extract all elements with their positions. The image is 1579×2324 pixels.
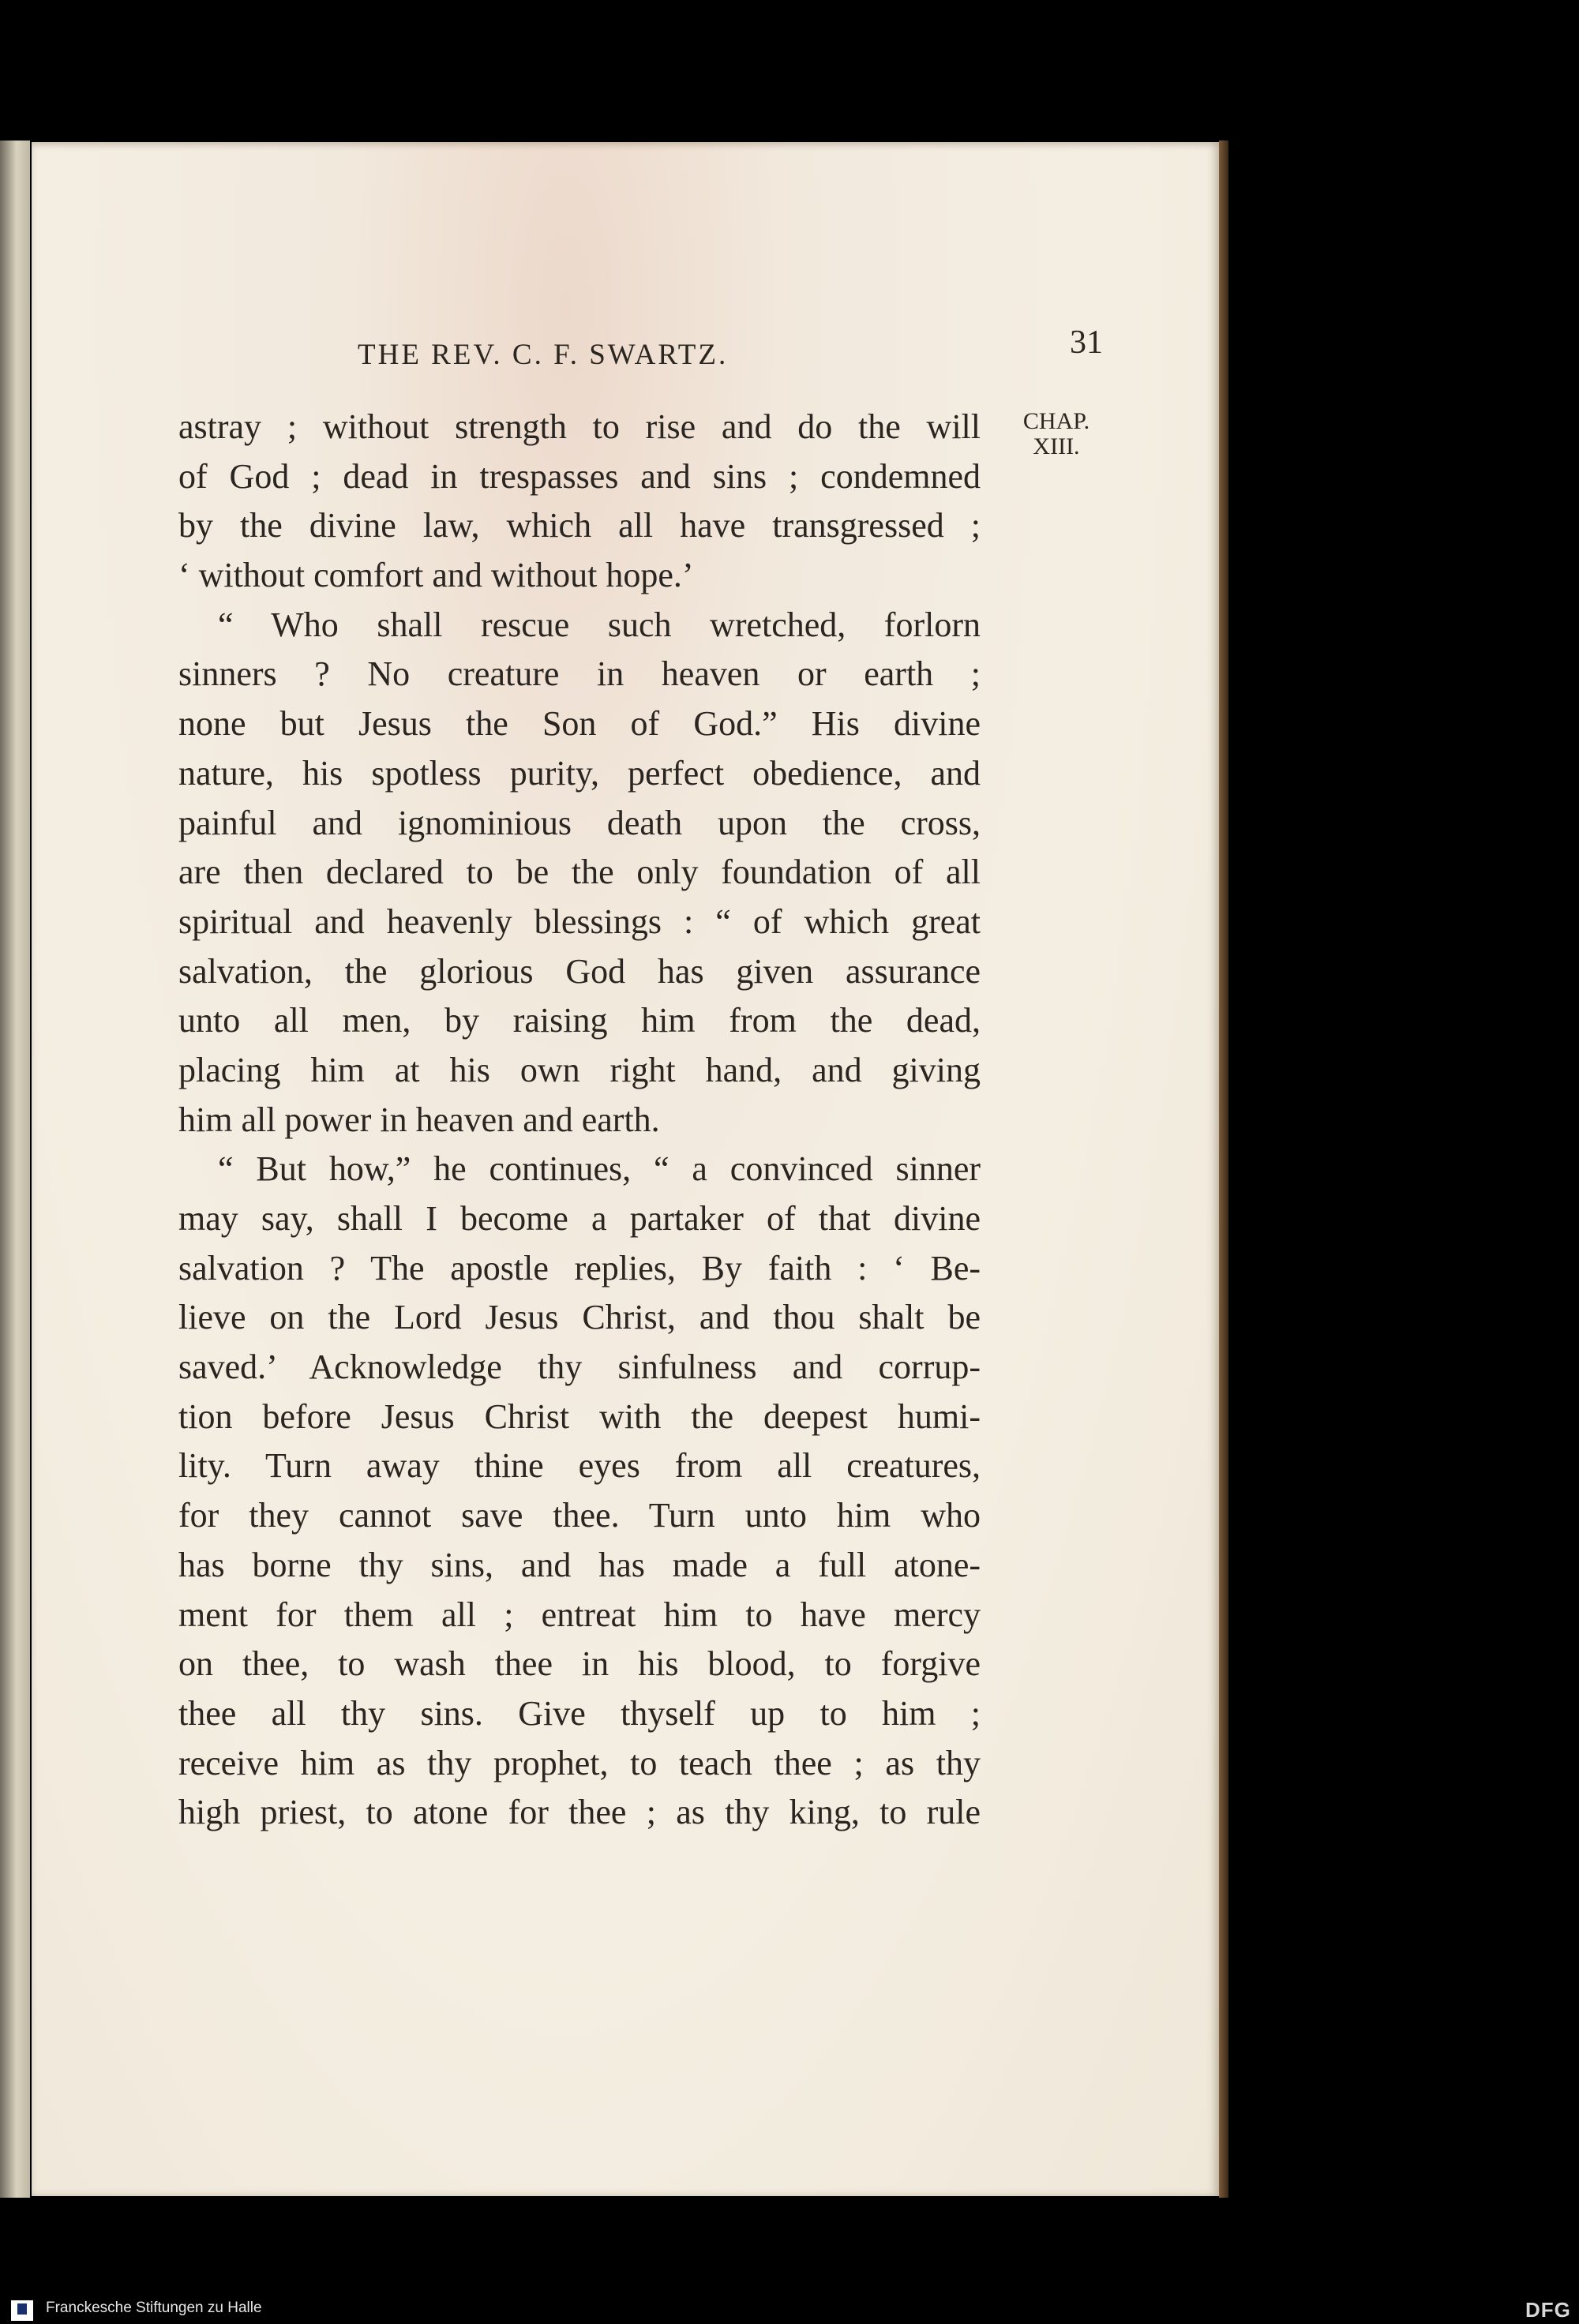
text-line: unto all men, by raising him from the dead, — [178, 1001, 981, 1040]
text-line: ment for them all ; entreat him to have mercy — [178, 1595, 981, 1634]
side-note-line: XIII. — [1033, 433, 1080, 459]
text-line: lity. Turn away thine eyes from all creatures, — [178, 1446, 981, 1486]
text-line: salvation ? The apostle replies, By faith : ‘ Be- — [178, 1248, 981, 1288]
text-line: receive him as thy prophet, to teach thee ; as thy — [178, 1743, 981, 1782]
text-line: spiritual and heavenly blessings : “ of which great — [178, 901, 981, 941]
text-line: lieve on the Lord Jesus Christ, and thou shalt be — [178, 1298, 981, 1337]
text-line: ‘ without comfort and without hope.’ — [178, 556, 694, 595]
dfg-logo: DFG — [1525, 2298, 1571, 2322]
running-head: THE REV. C. F. SWARTZ. — [358, 339, 729, 371]
previous-page-edge — [0, 141, 30, 2198]
institution-name: Franckesche Stiftungen zu Halle — [46, 2300, 262, 2316]
text-line: high priest, to atone for thee ; as thy king, to rule — [178, 1793, 981, 1832]
text-line: placing him at his own right hand, and giving — [178, 1050, 981, 1089]
text-line: him all power in heaven and earth. — [178, 1100, 660, 1139]
text-line: of God ; dead in trespasses and sins ; condemned — [178, 456, 981, 496]
body-text — [178, 403, 981, 1838]
text-line: may say, shall I become a partaker of that divine — [178, 1199, 981, 1238]
side-note-line: CHAP. — [1022, 408, 1090, 434]
page-number: 31 — [1070, 324, 1103, 361]
text-line: salvation, the glorious God has given assurance — [178, 951, 981, 991]
text-line: nature, his spotless purity, perfect obedience, and — [178, 753, 981, 793]
text-line: by the divine law, which all have transgressed ; — [178, 506, 981, 545]
text-line: saved.’ Acknowledge thy sinfulness and corrup- — [178, 1348, 981, 1387]
text-line: thee all thy sins. Give thyself up to him ; — [178, 1693, 981, 1733]
text-line: astray ; without strength to rise and do the will — [178, 407, 981, 446]
book-cover-edge — [1219, 141, 1228, 2198]
text-line: none but Jesus the Son of God.” His divine — [178, 704, 981, 744]
text-line: painful and ignominious death upon the cross, — [178, 803, 981, 842]
text-line: has borne thy sins, and has made a full atone- — [178, 1545, 981, 1584]
institution-logo-icon — [11, 2300, 33, 2321]
text-line: tion before Jesus Christ with the deepest humi- — [178, 1396, 981, 1436]
text-line: sinners ? No creature in heaven or earth ; — [178, 654, 981, 694]
text-line: “ Who shall rescue such wretched, forlorn — [218, 605, 981, 644]
text-line: “ But how,” he continues, “ a convinced sinner — [218, 1149, 981, 1189]
text-line: are then declared to be the only foundation of all — [178, 853, 981, 892]
text-line: on thee, to wash thee in his blood, to forgive — [178, 1644, 981, 1684]
chapter-side-note — [1001, 409, 1112, 459]
text-line: for they cannot save thee. Turn unto him who — [178, 1496, 981, 1535]
